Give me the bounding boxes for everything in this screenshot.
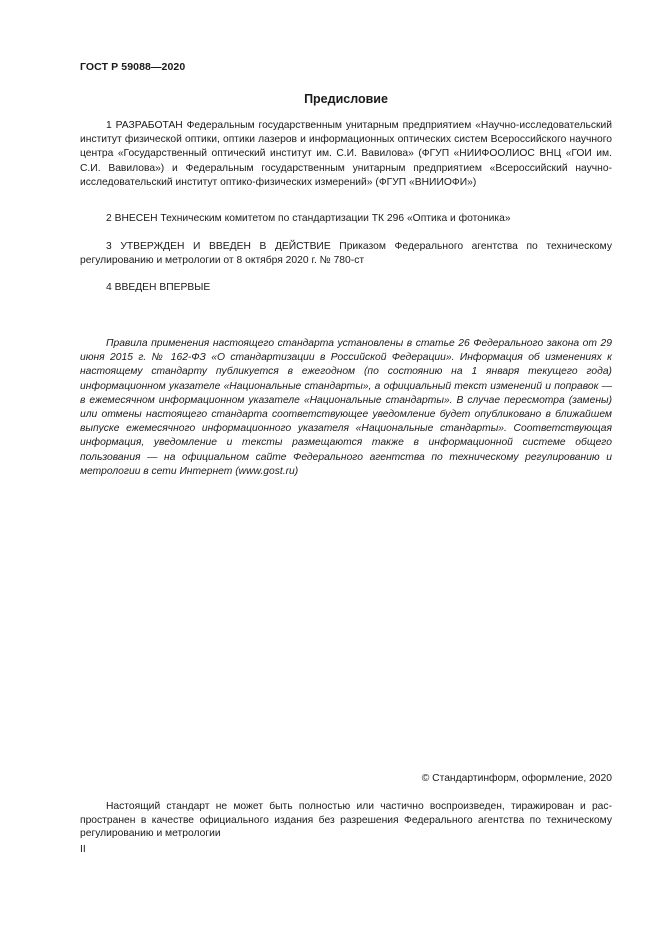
preface-item-first-introduced: 4 ВВЕДЕН ВПЕРВЫЕ (106, 282, 211, 293)
reproduction-rights-notice: Настоящий стандарт не может быть полностью или частично воспроизведен, тиражирован и распространен в качестве официального издания без разрешения Федерального агентства по техническому регулированию и метрологии (80, 801, 612, 840)
preface-title: Предисловие (304, 92, 388, 106)
page-number: II (80, 844, 86, 855)
preface-item-developed: 1 РАЗРАБОТАН Федеральным государственным унитарным предприятием «Научно-исследовательский институт физической оптики, оптики лазеров и информационных оптических систем Всероссийского научного центра «Государственный оптический институт им. С.И. Вавилова» (ФГУП «НИИФООЛИОС ВНЦ «ГОИ им. С.И. Вавилова») и Федеральным государственным унитарным предприятием «Всероссийский научно-исследовательский институт оптико-физических измерений» (ФГУП «ВНИИОФИ») (80, 120, 612, 188)
copyright-line: © Стандартинформ, оформление, 2020 (421, 773, 612, 784)
preface-item-approved: 3 УТВЕРЖДЕН И ВВЕДЕН В ДЕЙСТВИЕ Приказом Федерального агентства по техническому регулированию и метрологии от 8 октября 2020 г. № 780-ст (80, 241, 612, 267)
preface-item-introduced: 2 ВНЕСЕН Техническим комитетом по стандартизации ТК 296 «Оптика и фотоника» (106, 213, 511, 224)
standard-code: ГОСТ Р 59088—2020 (80, 61, 186, 73)
application-rules-notice: Правила применения настоящего стандарта установлены в статье 26 Федерального закона от 29 июня 2015 г. № 162-ФЗ «О стандартизации в Российской Федерации». Информация об изменениях к настоящему стандарту публикуется в ежегодном (по состоянию на 1 января текущего года) информационном указателе «Национальные стандарты», а официальный текст изменений и поправок — в ежемесячном информационном указателе «Национальные стандарты». В случае пересмотра (замены) или отмены настоящего стандарта соответствующее уведомление будет опубликовано в ближайшем выпуске ежемесячного информационного указателя «Национальные стандарты». Соответствующая информация, уведомление и тексты размещаются также в информационной системе общего пользования — на официальном сайте Федерального агентства по техническому регулированию и метрологии в сети Интернет (www.gost.ru) (80, 338, 612, 477)
